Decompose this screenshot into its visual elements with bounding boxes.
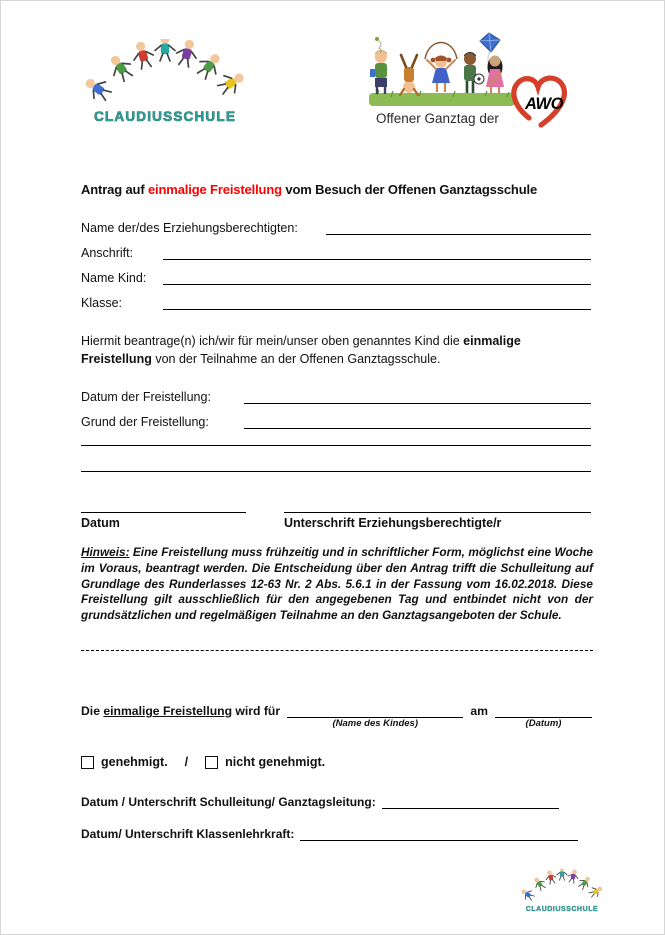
footer-school-logo <box>521 869 603 914</box>
date-signature-line[interactable] <box>81 512 246 513</box>
kite-girl-icon <box>486 56 504 95</box>
teacher-signature-line[interactable] <box>300 826 578 841</box>
child-name-label: Name Kind: <box>81 271 147 285</box>
child-name-caption: (Name des Kindes) <box>332 718 419 729</box>
jump-rope-girl-icon <box>425 43 457 93</box>
handstand-kid-icon <box>400 55 418 95</box>
request-paragraph-part2: von der Teilnahme an der Offenen Ganztagsschule. <box>151 352 441 366</box>
teacher-signature-label: Datum/ Unterschrift Klassenlehrkraft: <box>81 827 295 841</box>
request-paragraph <box>81 332 595 368</box>
guardian-signature-label: Unterschrift Erziehungsberechtigte/r <box>284 516 502 530</box>
decision-child-name-line[interactable] <box>287 701 463 729</box>
decision-date-line[interactable] <box>495 701 592 729</box>
date-caption: (Datum) <box>525 718 562 729</box>
school-signature-label: Datum / Unterschrift Schulleitung/ Ganztagsleitung: <box>81 795 376 809</box>
class-input-line[interactable] <box>163 294 591 310</box>
reason-input-line[interactable] <box>244 413 591 429</box>
guardian-input-line[interactable] <box>326 219 591 235</box>
exemption-date-input-line[interactable] <box>244 388 591 404</box>
reason-label: Grund der Freistellung: <box>81 415 209 429</box>
ogs-kids-icon <box>367 31 517 111</box>
teacher-signature-row <box>81 823 578 841</box>
decision-lead-plain: Die <box>81 704 104 718</box>
boy-with-ball-icon <box>464 52 484 93</box>
slash-separator: / <box>184 755 189 769</box>
reason-extra-line-2[interactable] <box>81 471 591 472</box>
not-approved-label: nicht genehmigt. <box>225 755 326 769</box>
approved-label: genehmigt. <box>101 755 168 769</box>
request-paragraph-bold: einmalige Freistellung <box>81 334 521 366</box>
request-paragraph-part1: Hiermit beantrage(n) ich/wir für mein/unser oben genanntes Kind die <box>81 334 464 348</box>
awo-text: AWO <box>525 95 563 113</box>
approved-checkbox[interactable] <box>81 756 94 769</box>
form-title <box>81 182 537 197</box>
decision-lead-underline: einmalige Freistellung <box>103 704 233 718</box>
not-approved-checkbox[interactable] <box>205 756 218 769</box>
address-input-line[interactable] <box>163 244 591 260</box>
field-row-exemption-date <box>81 385 591 404</box>
title-suffix: vom Besuch der Offenen Ganztagsschule <box>281 182 538 197</box>
notice-paragraph <box>81 545 593 624</box>
notice-label: Hinweis: <box>81 545 130 559</box>
exemption-date-label: Datum der Freistellung: <box>81 390 211 404</box>
date-label: Datum <box>81 516 120 530</box>
class-label: Klasse: <box>81 296 122 310</box>
school-signature-line[interactable] <box>382 794 559 809</box>
field-row-child <box>81 266 591 285</box>
reason-extra-line-1[interactable] <box>81 445 591 446</box>
field-row-class <box>81 291 591 310</box>
decision-lead-rest: wird für <box>232 704 281 718</box>
dashed-separator <box>81 650 593 651</box>
guardian-signature-line[interactable] <box>284 512 591 513</box>
field-row-address <box>81 241 591 260</box>
notice-text: Eine Freistellung muss frühzeitig und in schriftlicher Form, möglichst eine Woche im Voraus, beantragt werden. Die Entscheidung über den Antrag trifft die Schulleitung auf Grundlage des Runderlasses 12-63 Nr. 2 Abs. 5.6.1 in der Fassung vom 16.02.2018. Diese Freistellung gilt ausschließlich für den angegebenen Tag und entbindet nicht von der grundsätzlichen und regelmäßigen Teilnahme an den Ganztagsangeboten der Schule. <box>81 545 593 623</box>
title-prefix: Antrag auf <box>81 182 148 197</box>
awo-logo <box>509 71 575 133</box>
school-signature-row <box>81 791 559 809</box>
approval-row <box>81 755 325 769</box>
guardian-label: Name der/des Erziehungsberechtigten: <box>81 221 298 235</box>
boy-with-book-icon <box>370 37 387 94</box>
title-highlight: einmalige Freistellung <box>147 182 282 197</box>
am-label: am <box>470 704 488 718</box>
ogs-caption: Offener Ganztag der <box>376 111 499 126</box>
address-label: Anschrift: <box>81 246 134 260</box>
decision-sentence <box>81 701 592 729</box>
school-logo <box>85 39 245 127</box>
field-row-reason <box>81 410 591 429</box>
field-row-guardian <box>81 216 591 235</box>
child-name-input-line[interactable] <box>163 269 591 285</box>
